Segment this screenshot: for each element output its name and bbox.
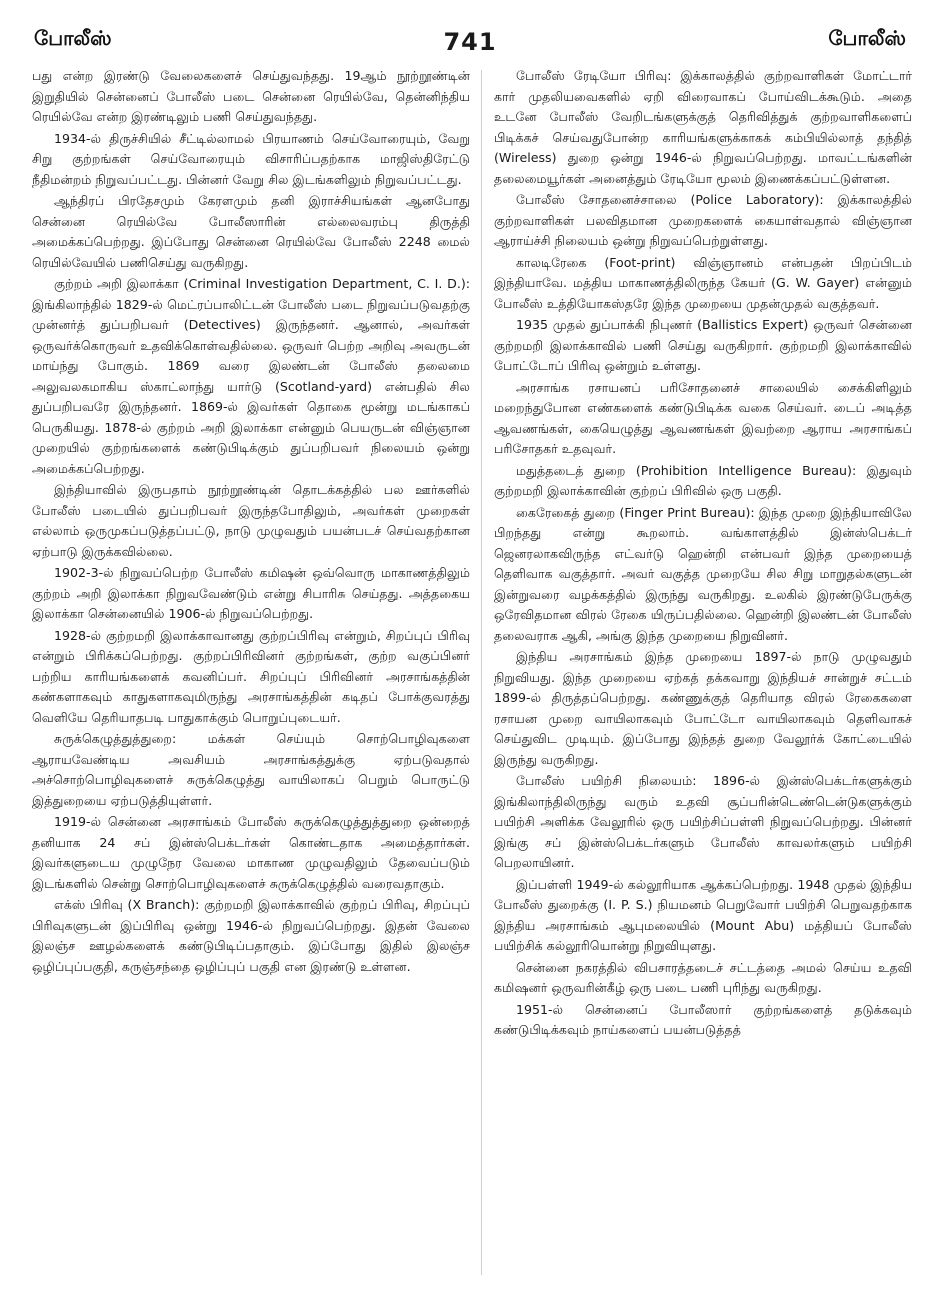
paragraph: எக்ஸ் பிரிவு (X Branch): குற்றமறி இலாக்காவில் குற்றப் பிரிவு, சிறப்புப் பிரிவுகளுடன் இப்பிரிவு ஒன்று 1946-ல் நிறுவப்பெற்றது. இதன் வேலை இலஞ்ச ஊழல்களைக் கண்டுபிடிப்பதாகும். இப்போது இதில் இலஞ்ச ஒழிப்புப்பகுதி, கருஞ்சந்தை ஒழிப்புப் பகுதி என இரண்டு உள்ளன.	[32, 897, 470, 974]
paragraph: இப்பள்ளி 1949-ல் கல்லூரியாக ஆக்கப்பெற்றது. 1948 முதல் இந்திய போலீஸ் துறைக்கு (I. P. S.) நியமனம் பெறுவோர் பயிற்சி பெறுவதற்காக இந்திய அரசாங்கம் ஆபுமலையில் (Mount Abu) மத்தியப் போலீஸ் பயிற்சிக் கல்லூரியொன்று நிறுவியுளது.	[494, 876, 912, 953]
paragraph: 1928-ல் குற்றமறி இலாக்காவானது குற்றப்பிரிவு என்றும், சிறப்புப் பிரிவு என்றும் பிரிக்கப்பெற்றது. குற்றப்பிரிவினர் குற்றங்கள், குற்ற வகுப்பினர் பற்றிய காரியங்களைக் கவனிப்பர். சிறப்புப் பிரிவினர் அரசாங்கத்தின் கண்களாகவும் காதுகளாகவுமிருந்து அரசாங்கத்தின் கடிதப் போக்குவரத்து வெளியே தெரியாதபடி பாதுகாக்கும் பொறுப்புடையர்.	[32, 627, 470, 725]
paragraph: 1934-ல் திருச்சியில் சீட்டில்லாமல் பிரயாணம் செய்வோரையும், வேறு சிறு குற்றங்கள் செய்வோரையும் விசாரிப்பதற்காக மாஜிஸ்திரேட்டு நீதிமன்றம் நிறுவப்பட்டது. பின்னர் வேறு சில இடங்களிலும் நிறுவப்பட்டது.	[32, 130, 470, 187]
paragraph: இந்தியாவில் இருபதாம் நூற்றூண்டின் தொடக்கத்தில் பல ஊர்களில் போலீஸ் படையில் துப்பறிபவர் இருந்தபோதிலும், அவர்கள் முறைகள் எல்லாம் ஒருமுகப்படுத்தப்பட்டு, நாடு முழுவதும் பயன்படச் செய்வதற்கான ஏற்பாடு இருக்கவில்லை.	[32, 482, 470, 559]
paragraph: கைரேகைத் துறை (Finger Print Bureau): இந்த முறை இந்தியாவிலே பிறந்தது என்று கூறலாம். வங்காளத்தில் இன்ஸ்பெக்டர் ஜெனரலாகவிருந்த எட்வர்டு ஹென்றி என்பவர் இந்த முறையைத் தெளிவாக வகுத்தார். அவர் வகுத்த முறையே சில சிறு மாறுதல்களுடன் இன்றுவரை வழக்கத்தில் இருந்து வருகிறது. உலகில் இரண்டுபேருக்கு ஒரேவிதமான விரல் ரேகை யிருப்பதில்லை. ஹென்றி இலண்டன் போலீஸ் தலைவராக ஆகி, அங்கு இந்த முறையை நிறுவினர்.	[494, 504, 912, 643]
paragraph: சுருக்கெழுத்துத்துறை: மக்கள் செய்யும் சொற்பொழிவுகளை ஆராயவேண்டிய அவசியம் அரசாங்கத்துக்கு ஏற்படுவதால் அச்சொற்பொழிவுகளைச் சுருக்கெழுத்து வாயிலாகப் பெறும் பொருட்டு இத்துறையை ஏற்படுத்தியுள்ளர்.	[32, 731, 470, 808]
paragraph: சென்னை நகரத்தில் விபசாரத்தடைச் சட்டத்தை அமல் செய்ய உதவி கமிஷனர் ஒருவரின்கீழ் ஒரு படை பணி புரிந்து வருகிறது.	[494, 959, 912, 995]
paragraph: பது என்ற இரண்டு வேலைகளைச் செய்துவந்தது. 19ஆம் நூற்றூண்டின் இறுதியில் சென்னைப் போலீஸ் படை சென்னை ரெயில்வே, தென்னிந்திய ரெயில்வே என்ற இரண்டிலும் பணி செய்துவந்தது.	[32, 68, 470, 124]
paragraph: மதுத்தடைத் துறை (Prohibition Intelligence Bureau): இதுவும் குற்றமறி இலாக்காவின் குற்றப் பிரிவில் ஒரு பகுதி.	[494, 462, 912, 498]
paragraph: போலீஸ் பயிற்சி நிலையம்: 1896-ல் இன்ஸ்பெக்டர்களுக்கும் இங்கிலாந்திலிருந்து வரும் உதவி சூப்பரின்டெண்டென்டுகளுக்கும் பயிற்சி அளிக்க வேலூரில் ஒரு பயிற்சிப்பள்ளி நிறுவப்பெற்றது. பின்னர் இங்கு சப் இன்ஸ்பெக்டர்களும் போலீஸ் காவலர்களும் பயிற்சி பெறலாயினர்.	[494, 773, 912, 870]
paragraph: 1902-3-ல் நிறுவப்பெற்ற போலீஸ் கமிஷன் ஒவ்வொரு மாகாணத்திலும் குற்றம் அறி இலாக்கா நிறுவவேண்டும் என்று சிபாரிசு செய்தது. அத்தகைய இலாக்கா சென்னையில் 1906-ல் நிறுவப்பெற்றது.	[32, 565, 470, 621]
running-head-right: போலீஸ்	[828, 26, 906, 50]
paragraph: போலீஸ் ரேடியோ பிரிவு: இக்காலத்தில் குற்றவாளிகள் மோட்டார் கார் முதலியவைகளில் ஏறி விரைவாகப் போய்விடக்கூடும். அதை உடனே போலீஸ் வேறிடங்களுக்குத் தெரிவித்துக் குற்றவாளிகளைப் பிடிக்கச் செய்வதுபோன்ற காரியங்களுக்காகக் கம்பியில்லாத் தந்தித் (Wireless) துறை ஒன்று 1946-ல் நிறுவப்பெற்றது. மாவட்டங்களின் தலைமையூர்கள் அனைத்தும் ரேடியோ மூலம் இணைக்கப்பட்டுள்ளன.	[494, 68, 912, 186]
column-divider	[481, 70, 482, 1275]
running-head-left: போலீஸ்	[34, 26, 112, 50]
paragraph: 1935 முதல் துப்பாக்கி நிபுணர் (Ballistics Expert) ஒருவர் சென்னை குற்றமறி இலாக்காவில் பணி செய்து வருகிறார். குற்றமறி இலாக்காவில் போட்டோப் பிரிவு ஒன்றும் உள்ளது.	[494, 317, 912, 373]
paragraph: இந்திய அரசாங்கம் இந்த முறையை 1897-ல் நாடு முழுவதும் நிறுவியது. இந்த முறையை ஏற்கத் தக்கவாறு இந்தியச் சான்றுச் சட்டம் 1899-ல் திருத்தப்பெற்றது. கண்ணுக்குத் தெரியாத விரல் ரேகைகளை ரசாயன முறை வாயிலாகவும் போட்டோ வாயிலாகவும் தெளிவாகச் செய்துவிட முடியும். இப்போது இந்தத் துறை வேலூர்க் கோட்டையில் இருந்து வருகிறது.	[494, 649, 912, 767]
page-number: 741	[443, 28, 497, 56]
paragraph: 1951-ல் சென்னைப் போலீஸார் குற்றங்களைத் தடுக்கவும் கண்டுபிடிக்கவும் நாய்களைப் பயன்படுத்தத்	[494, 1001, 912, 1037]
left-column	[32, 66, 470, 1281]
paragraph: அரசாங்க ரசாயனப் பரிசோதனைச் சாலையில் சைக்கிளிலும் மறைந்துபோன எண்களைக் கண்டுபிடிக்க வகை செய்வர். டைப் அடித்த ஆவணங்கள், கையெழுத்து ஆவணங்கள் இவற்றை ஆராய அரசாங்கப் பரிசோதகர் உதவுவர்.	[494, 379, 912, 456]
paragraph: ஆந்திரப் பிரதேசமும் கேரளமும் தனி இராச்சியங்கள் ஆனபோது சென்னை ரெயில்வே போலீஸாரின் எல்லைவரம்பு திருத்தி அமைக்கப்பெற்றது. இப்போது சென்னை ரெயில்வே போலீஸ் 2248 மைல் ரெயில்வேயில் பணிசெய்து வருகிறது.	[32, 193, 470, 270]
paragraph: போலீஸ் சோதனைச்சாலை (Police Laboratory): இக்காலத்தில் குற்றவாளிகள் பலவிதமான முறைகளைக் கையாள்வதால் விஞ்ஞான ஆராய்ச்சி நிலையம் ஒன்று நிறுவப்பெற்றுள்ளது.	[494, 192, 912, 248]
paragraph: 1919-ல் சென்னை அரசாங்கம் போலீஸ் சுருக்கெழுத்துத்துறை ஒன்றைத் தனியாக 24 சப் இன்ஸ்பெக்டர்கள் கொண்டதாக அமைத்தார்கள். இவர்களுடைய முழுநேர வேலை மாகாண முழுவதிலும் தேவைப்படும் இடங்களில் சென்று சொற்பொழிவுகளைச் சுருக்கெழுத்தில் வரைவதாகும்.	[32, 814, 470, 891]
page-header	[34, 4, 906, 62]
paragraph: குற்றம் அறி இலாக்கா (Criminal Investigation Department, C. I. D.): இங்கிலாந்தில் 1829-ல் மெட்ரப்பாலிட்டன் போலீஸ் படை நிறுவப்படுவதற்கு முன்னர்த் துப்பறிபவர் (Detectives) இருந்தனர். ஆனால், அவர்கள் ஒருவர்க்கொருவர் உதவிக்கொள்வதில்லை. ஒருவர் பெற்ற அறிவு அவருடன் மாய்ந்து போகும். 1869 வரை இலண்டன் போலீஸ் தலைமை அலுவலகமாகிய ஸ்காட்லாந்து யார்டு (Scotland-yard) என்பதில் சில துப்பறிபவரே இருந்தனர். 1869-ல் இவர்கள் தொகை மூன்று மடங்காகப் பெருகியது. 1878-ல் குற்றம் அறி இலாக்கா என்னும் பெயருடன் விஞ்ஞான முறையில் குற்றங்களைக் கண்டுபிடிக்கும் துப்பறிபவர் நிலையம் ஒன்று அமைக்கப்பெற்றது.	[32, 276, 470, 476]
right-column	[494, 66, 912, 1281]
paragraph: காலடிரேகை (Foot-print) விஞ்ஞானம் என்பதன் பிறப்பிடம் இந்தியாவே. மத்திய மாகாணத்திலிருந்த கேயர் (G. W. Gayer) என்னும் போலீஸ் உத்தியோகஸ்தரே இந்த முறையை முதன்முதல் வகுத்தவர்.	[494, 254, 912, 311]
